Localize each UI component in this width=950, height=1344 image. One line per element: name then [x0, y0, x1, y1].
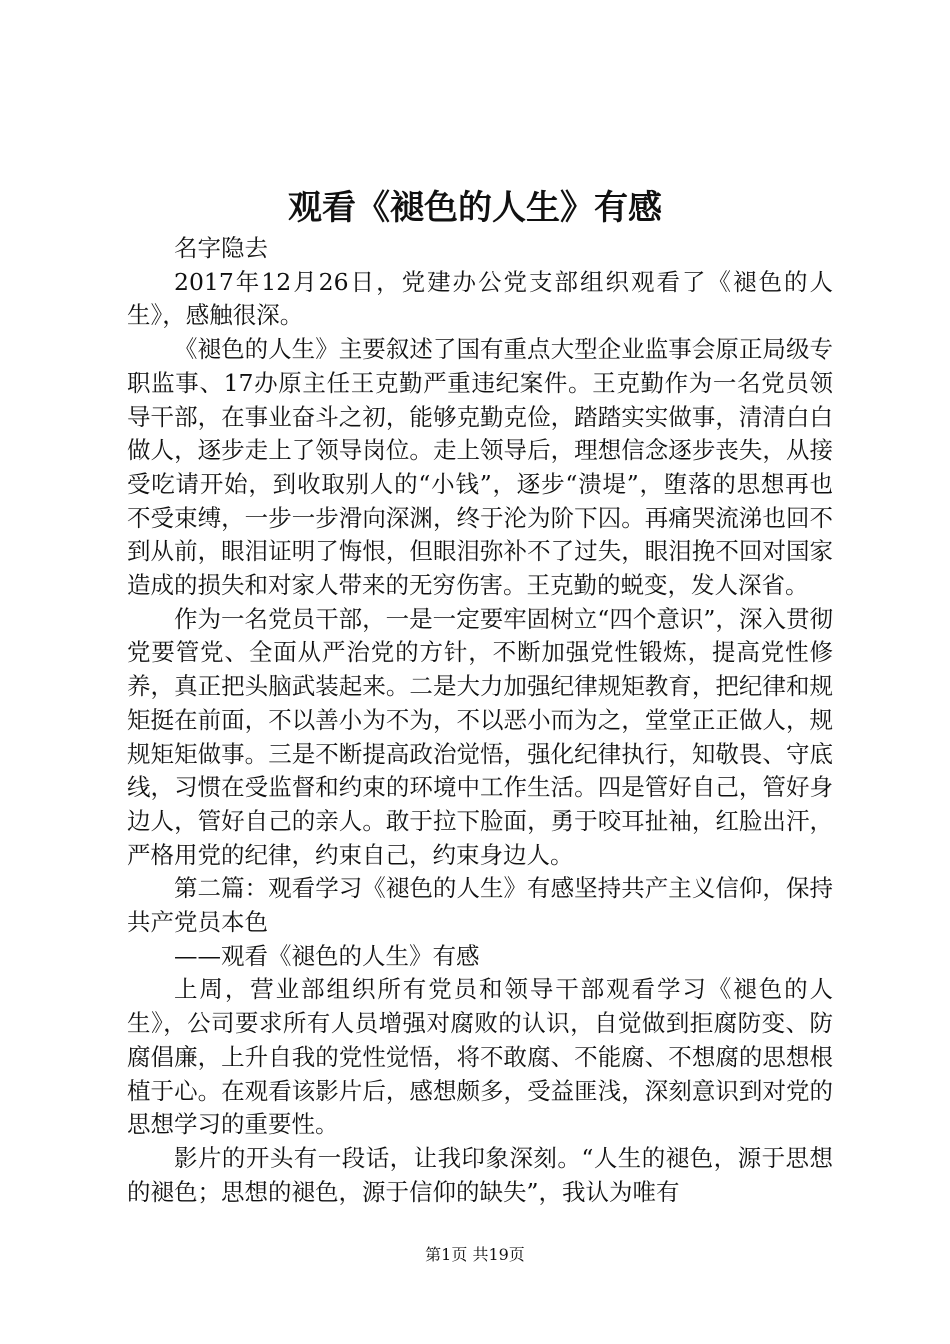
page-number-footer: 第1页 共19页	[425, 1245, 525, 1264]
document-body	[127, 232, 833, 1209]
paragraph: 上周，营业部组织所有党员和领导干部观看学习《褪色的人生》，公司要求所有人员增强对腐败的认识，自觉做到拒腐防变、防腐倡廉，上升自我的党性觉悟，将不敢腐、不能腐、不想腐的思想根植于心。在观看该影片后，感想颇多，受益匪浅，深刻意识到对党的思想学习的重要性。	[127, 975, 833, 1139]
paragraph: 2017年12月26日，党建办公党支部组织观看了《褪色的人生》，感触很深。	[127, 267, 833, 330]
section-heading: 第二篇：观看学习《褪色的人生》有感坚持共产主义信仰，保持共产党员本色	[127, 874, 833, 937]
document-title: 观看《褪色的人生》有感	[288, 188, 662, 228]
paragraph: 作为一名党员干部，一是一定要牢固树立“四个意识”，深入贯彻党要管党、全面从严治党的方针，不断加强党性锻炼，提高党性修养，真正把头脑武装起来。二是大力加强纪律规矩教育，把纪律和规矩挺在前面，不以善小为不为，不以恶小而为之，堂堂正正做人，规规矩矩做事。三是不断提高政治觉悟，强化纪律执行，知敬畏、守底线，习惯在受监督和约束的环境中工作生活。四是管好自己，管好身边人，管好自己的亲人。敢于拉下脸面，勇于咬耳扯袖，红脸出汗，严格用党的纪律，约束自己，约束身边人。	[127, 604, 833, 869]
author-line: 名字隐去	[174, 234, 268, 262]
section-subtitle: ——观看《褪色的人生》有感	[174, 941, 480, 970]
paragraph: 影片的开头有一段话，让我印象深刻。“人生的褪色，源于思想的褪色；思想的褪色，源于信仰的缺失”，我认为唯有	[127, 1143, 833, 1206]
paragraph: 《褪色的人生》主要叙述了国有重点大型企业监事会原正局级专职监事、17办原主任王克勤严重违纪案件。王克勤作为一名党员领导干部，在事业奋斗之初，能够克勤克俭，踏踏实实做事，清清白白做人，逐步走上了领导岗位。走上领导后，理想信念逐步丧失，从接受吃请开始，到收取别人的“小钱”，逐步“溃堤”，堕落的思想再也不受束缚，一步一步滑向深渊，终于沦为阶下囚。再痛哭流涕也回不到从前，眼泪证明了悔恨，但眼泪弥补不了过失，眼泪挽不回对国家造成的损失和对家人带来的无穷伤害。王克勤的蜕变，发人深省。	[127, 335, 833, 600]
